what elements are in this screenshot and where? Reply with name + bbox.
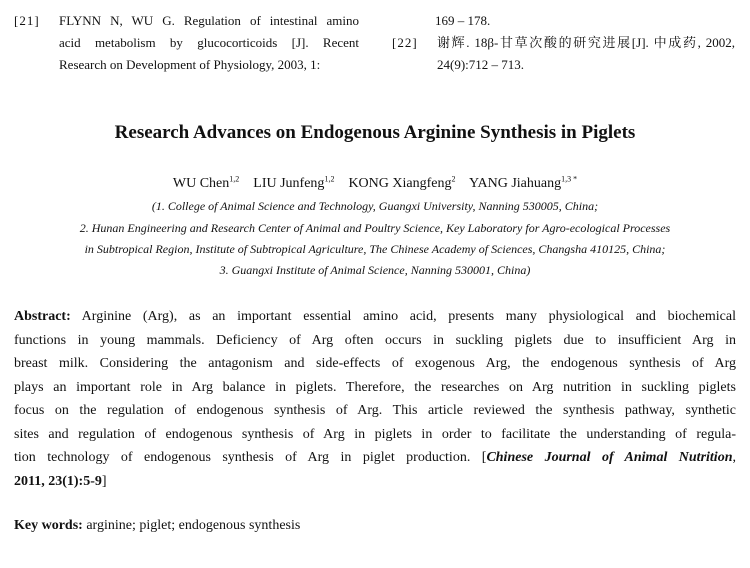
author: LIU Junfeng$^{1,2}$ [253, 174, 335, 191]
abstract [14, 305, 736, 493]
abstract-line: functions in young mammals. Deficiency of Arg often occurs in suckling piglets due to insufficient Arg in [14, 332, 736, 348]
abstract-line: focus on the regulation of endogenous synthesis of Arg. This article reviewed the synthesis pathway, synthetic [14, 403, 736, 418]
reference-line: acid metabolism by glucocorticoids [J]. Recent [59, 35, 359, 50]
abstract-line: breast milk. Considering the antagonism and side-effects of exogenous Arg, the endogenous synthesis of Arg [14, 356, 736, 371]
affiliation-line: 2. Hunan Engineering and Research Center of Animal and Poultry Science, Key Laboratory for Agro-ecological Processes [79, 221, 671, 235]
author: KONG Xiangfeng$^2$ [348, 174, 456, 191]
reference-line: 谢辉. 18β-甘草次酸的研究进展[J]. 中成药, 2002, [437, 35, 735, 50]
reference-line: 24(9):712 – 713. [437, 57, 525, 72]
reference-21-continuation [435, 10, 490, 32]
affiliation-line: in Subtropical Region, Institute of Subtropical Agriculture, The Chinese Academy of Sciences, Changsha 410125, China; [84, 242, 666, 256]
affiliation-line: (1. College of Animal Science and Technology, Guangxi University, Nanning 530005, China; [151, 199, 599, 213]
keywords-text: arginine; piglet; endogenous synthesis [86, 518, 301, 533]
reference-line: FLYNN N, WU G. Regulation of intestinal amino [59, 13, 359, 28]
reference-line: Research on Development of Physiology, 2003, 1: [59, 57, 321, 72]
keywords [14, 518, 300, 534]
journal-name: Chinese Journal of Animal Nutrition [486, 450, 733, 465]
reference-text [59, 10, 359, 76]
author: WU Chen$^{1,2}$ [172, 174, 240, 191]
abstract-label: Abstract: [14, 309, 71, 324]
abstract-line: sites and regulation of endogenous synthesis of Arg in piglets in order to facilitate the understanding of regula- [14, 426, 736, 442]
abstract-line: tion technology of endogenous synthesis of Arg in piglet production. [Chinese Journal of Animal Nutrition, [14, 450, 736, 465]
reference-number: [21] [14, 13, 40, 28]
author: YANG Jiahuang$^{1,3 *}$ [468, 174, 578, 191]
abstract-line: Abstract: Arginine (Arg), as an important essential amino acid, presents many physiological and biochemical [14, 309, 736, 324]
reference-text [437, 32, 735, 76]
reference-number: [22] [392, 35, 418, 50]
author-list [0, 174, 750, 192]
abstract-line: 2011, 23(1):5-9] [14, 473, 107, 489]
reference-line: 169 – 178. [435, 13, 491, 28]
keywords-label: Key words: [14, 518, 83, 533]
abstract-line: plays an important role in Arg balance in piglets. Therefore, the researches on Arg nutrition in suckling piglets [14, 379, 736, 395]
paper-title: Research Advances on Endogenous Arginine Synthesis in Piglets [114, 122, 636, 143]
citation: 2011, 23(1):5-9 [14, 473, 102, 489]
affiliation-line: 3. Guangxi Institute of Animal Science, Nanning 530001, China) [219, 263, 531, 277]
